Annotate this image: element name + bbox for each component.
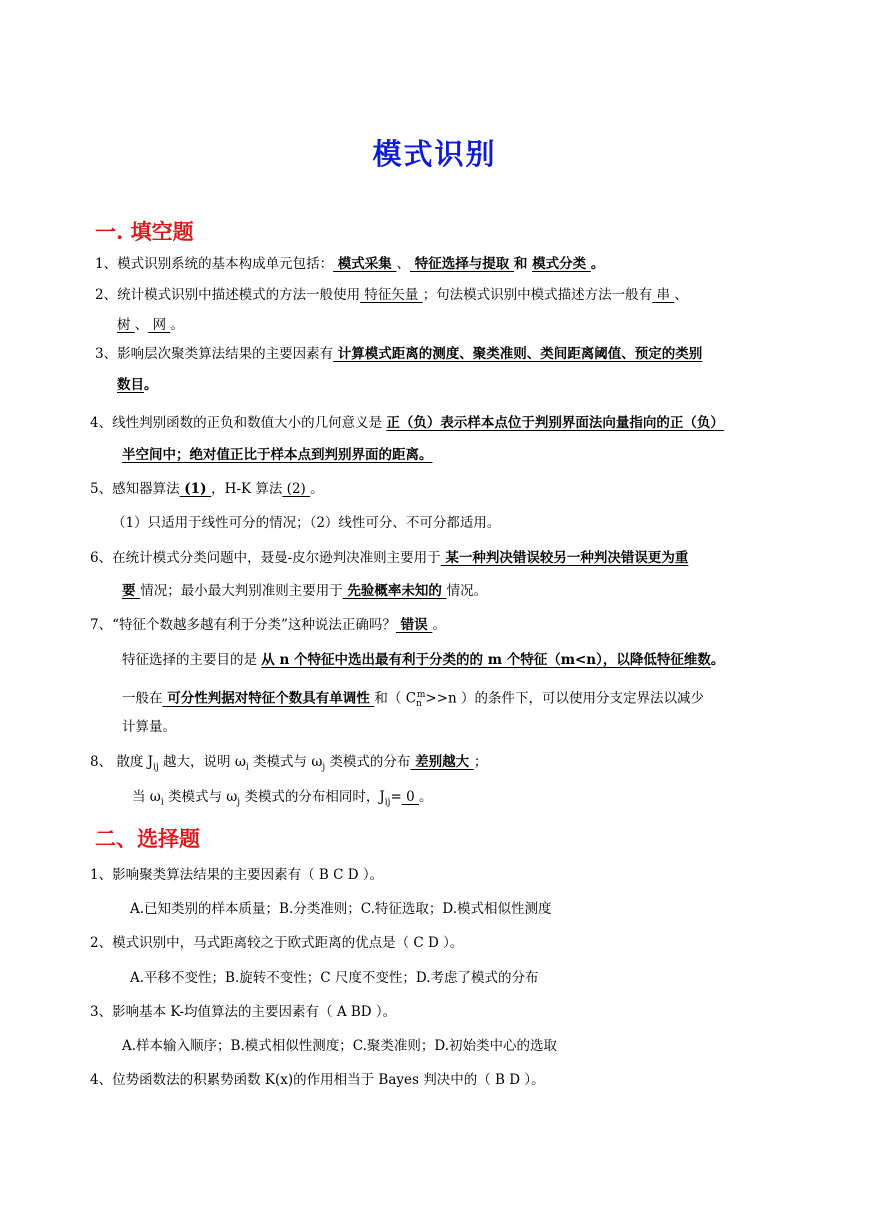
choice-question-2-options: A.平移不变性；B.旋转不变性；C 尺度不变性；D.考虑了模式的分布 [130,970,539,986]
section-heading-fill-blank: 一. 填空题 [95,219,194,244]
answer-blank: 网 [148,317,171,333]
answer-blank: 串 [652,287,675,303]
answer-blank: 从 n 个特征中选出最有利于分类的的 m 个特征（m<n），以降低特征维数 [261,652,711,668]
fill-question-8: 8、 散度 $J_{ij}$ 越大，说明 $\omega_i$ 类模式与 $\omega_j$ 类模式的分布 差别越大 ； [90,754,488,773]
fill-question-5: 5、感知器算法 (1) ，H-K 算法 (2) 。 [90,481,324,497]
answer-blank: 特征选择与提取 [410,256,514,272]
answer-blank: 数目 [117,377,144,393]
page-title: 模式识别 [372,137,497,171]
answer-blank: 可分性判据对特征个数具有单调性 [162,690,375,707]
fill-question-5-options: （1）只适用于线性可分的情况；（2）线性可分、不可分都适用。 [112,515,501,531]
fill-question-6-cont: 要 情况；最小最大判别准则主要用于 先验概率未知的 情况。 [122,583,488,599]
fill-question-4-cont [122,446,433,464]
answer-blank: 特征矢量 [360,287,423,303]
fill-question-7-d: 计算量。 [122,719,176,735]
choice-question-3: 3、影响基本 K-均值算法的主要因素有（ A BD ）。 [90,1004,397,1020]
choice-question-3-options: A.样本输入顺序；B.模式相似性测度；C.聚类准则；D.初始类中心的选取 [122,1038,558,1054]
fill-question-7-c: 一般在 可分性判据对特征个数具有单调性 和（ $C_n^m>>n$ ）的条件下，可以使用分支定界法以减少 [122,690,704,710]
fill-question-4: 4、线性判别函数的正负和数值大小的几何意义是 正（负）表示样本点位于判别界面法向量指向的正（负） [90,415,724,431]
choice-question-4: 4、位势函数法的积累势函数 K(x)的作用相当于 Bayes 判决中的（ B D ）。 [90,1072,545,1088]
answer-blank: 某一种判决错误较另一种判决错误更为重 [440,550,689,566]
answer-blank: 模式分类 [532,256,591,272]
choice-question-1: 1、影响聚类算法结果的主要因素有（ B C D ）。 [90,867,384,883]
answer-blank: 差别越大 [410,754,474,770]
answer-blank: 树 [117,317,135,333]
choice-question-2: 2、模式识别中，马式距离较之于欧式距离的优点是（ C D ）。 [90,935,464,951]
answer-blank: 正（负）表示样本点位于判别界面法向量指向的正（负） [386,415,724,431]
answer-blank: 0 [401,789,419,805]
fill-question-6: 6、在统计模式分类问题中，聂曼-皮尔逊判决准则主要用于 某一种判决错误较另一种判决错误更为重 [90,550,689,566]
choice-question-1-options: A.已知类别的样本质量；B.分类准则；C.特征选取；D.模式相似性测度 [130,901,552,917]
fill-question-2: 2、统计模式识别中描述模式的方法一般使用 特征矢量 ；句法模式识别中模式描述方法一般有 串 、 [95,287,688,303]
fill-question-3: 3、影响层次聚类算法结果的主要因素有 计算模式距离的测度、聚类准则、类间距离阈值、预定的类别 [95,346,703,362]
answer-blank: 计算模式距离的测度、聚类准则、类间距离阈值、预定的类别 [333,346,703,362]
answer-blank: (2) [282,481,311,497]
fill-question-7: 7、“特征个数越多越有利于分类”这种说法正确吗？ 错误 。 [90,617,446,633]
answer-blank: 错误 [395,617,433,633]
fill-question-3-cont: 数目。 [117,377,158,393]
fill-question-7-b: 特征选择的主要目的是 从 n 个特征中选出最有利于分类的的 m 个特征（m<n），以降低特征维数。 [122,652,725,668]
answer-blank: (1) [179,481,212,497]
answer-blank: 半空间中；绝对值正比于样本点到判别界面的距离。 [122,447,433,463]
fill-question-8-cont: 当 $\omega_i$ 类模式与 $\omega_j$ 类模式的分布相同时，$J_{ij}= 0$ 。 [132,789,433,808]
answer-blank: 要 [122,583,141,599]
fill-question-1: 1、模式识别系统的基本构成单元包括： 模式采集 、 特征选择与提取 和 模式分类 。 [95,256,605,272]
section-heading-multiple-choice: 二、选择题 [95,826,200,851]
fill-question-2-cont: 树 、 网 。 [117,317,184,333]
answer-blank: 先验概率未知的 [342,583,447,599]
answer-blank: 模式采集 [333,256,397,272]
